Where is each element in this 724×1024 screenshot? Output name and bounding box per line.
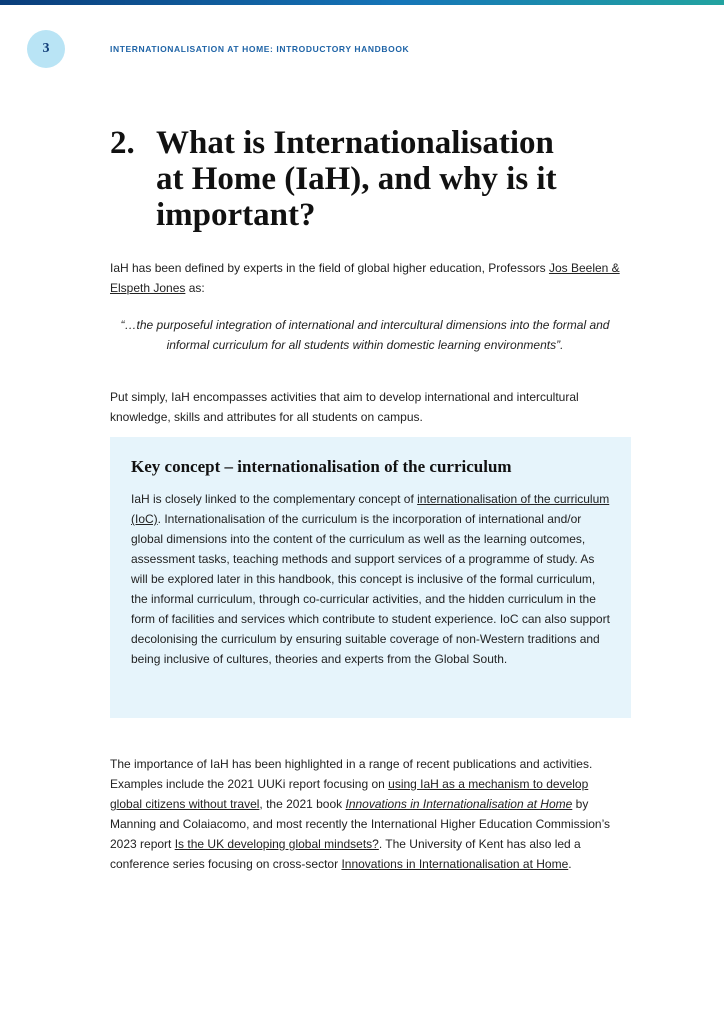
title-line-1: What is Internationalisation [156,125,554,161]
section-number: 2. [110,125,135,161]
summary-paragraph: Put simply, IaH encompasses activities that aim to develop international and intercultural knowledge, skills and attributes for all students on campus. [110,390,579,424]
global-mindsets-link[interactable]: Is the UK developing global mindsets? [174,837,379,851]
intro-text-end: as: [185,281,205,295]
key-concept-body [131,489,611,669]
key-concept-title: Key concept – internationalisation of the curriculum [131,457,512,476]
importance-text-4: . The University of Kent has also led a conference series focusing on cross-sector [110,837,581,871]
key-concept-text-rest: . Internationalisation of the curriculum is the incorporation of international and/or global dimensions into the content of the curriculum as well as the learning outcomes, assessment tasks, teaching methods and support services of a programme of study. As will be explored later in this handbook, this concept is inclusive of the formal curriculum, the informal curriculum, through co-curricular activities, and the hidden curriculum in the form of facilities and services which contribute to student experience. IoC can also support decolonising the curriculum by ensuring suitable coverage of non-Western traditions and being inclusive of cultures, theories and experts from the Global South. [131,512,610,666]
title-line-2: at Home (IaH), and why is it [156,161,557,197]
running-head: INTERNATIONALISATION AT HOME: INTRODUCTORY HANDBOOK [110,44,410,54]
conference-series-link[interactable]: Innovations in Internationalisation at Home [341,857,569,871]
importance-text-5: . [568,857,572,871]
page-number: 3 [42,41,50,56]
innovations-book-link[interactable]: Innovations in Internationalisation at Home [345,797,573,811]
uuki-report-link[interactable]: using IaH as a mechanism to develop global citizens without travel [110,777,589,811]
importance-paragraph [110,754,620,874]
definition-quote: “…the purposeful integration of international and intercultural dimensions into the formal and informal curriculum for all students within domestic learning environments”. [120,318,610,352]
section-title [110,125,650,233]
page-number-badge [27,30,65,68]
importance-text-3: by Manning and Colaiacomo, and most recently the International Higher Education Commission’s 2023 report [110,797,611,851]
ioc-link[interactable]: internationalisation of the curriculum (IoC) [131,492,610,526]
importance-text-2: , the 2021 book [259,797,346,811]
section-title-text [156,125,557,233]
importance-text-1: The importance of IaH has been highlighted in a range of recent publications and activities. Examples include the 2021 UUKi report focusing on [110,757,593,791]
key-concept-text: IaH is closely linked to the complementary concept of [131,492,418,506]
intro-paragraph [110,258,620,298]
intro-text: IaH has been defined by experts in the field of global higher education, Professors [110,261,549,275]
key-concept-box [110,437,631,718]
top-accent-bar [0,0,724,5]
beelen-jones-link[interactable]: Jos Beelen & Elspeth Jones [110,261,620,295]
title-line-3: important? [156,197,316,233]
